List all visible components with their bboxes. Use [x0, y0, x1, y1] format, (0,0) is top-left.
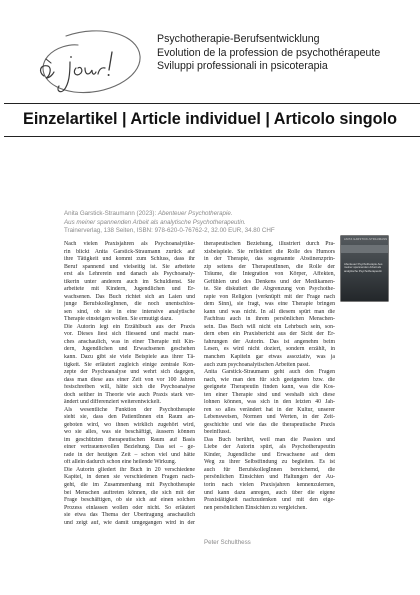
text-line: lohnen können, was sich in den letzten 40 Jah-: [204, 399, 335, 406]
text-line: erst als Lehrerein und danach als Psychoanaly-: [64, 271, 195, 278]
review-column-1: [64, 241, 195, 527]
text-line: torin nach vielen Praxisjahren kennenzulernen,: [204, 482, 335, 488]
text-line: nach, wie man den für sich geeigneten bzw. die: [204, 376, 335, 383]
text-line: kann. Dazu gibt sie viele Beispiele aus ihrer Tä-: [64, 353, 195, 360]
book-citation: [64, 210, 314, 236]
text-line: oft allein dadurch schon eine heilende Wirkung.: [64, 459, 177, 466]
text-line: Liebe der Autorin spürt, als Psychotherapeutin: [204, 444, 335, 451]
text-line: Praxistätigkeit nachzudenken und mit den eige-: [204, 497, 335, 504]
cover-author: ANITA GARSTICK-STRAUMANN: [344, 238, 388, 241]
masthead-line-italian: Sviluppi professionali in psicoterapia: [157, 60, 328, 73]
text-line: Weg zu ihrer Selbstfindung zu begleiten. Es ist: [204, 459, 335, 466]
text-line: Prozess einlassen wollen oder nicht. So erläutert: [64, 504, 195, 511]
text-line: Frage beschäftigen, ob sie sich auf einen solchen: [64, 497, 195, 504]
text-line: Träume, die Integration von Körper, Affekten,: [204, 271, 335, 278]
text-line: Anita Garstick-Straumann geht auch den Fragen: [204, 369, 335, 376]
text-line: Kinder, Jugendliche und Erwachsene auf dem: [204, 451, 335, 458]
bottom-rule: [4, 136, 420, 137]
text-line: tikerin unter anderem auch im Schuldienst. Sie: [64, 278, 195, 285]
text-line: wo sie alles, was sie beschäftigt, äussern können: [64, 429, 195, 436]
text-line: Nach vielen Praxisjahren als Psychoanalytike-: [64, 241, 195, 247]
a-jour-logo: [26, 26, 144, 102]
masthead-line-german: Psychotherapie-Berufsentwicklung: [157, 33, 320, 45]
citation-line-3: Trainerverlag, 138 Seiten, ISBN: 978-620-0-76762-2, 32.00 EUR, 34.80 CHF: [64, 227, 275, 235]
text-line: Lebensweisen, Normen und Werten, in der Zeit-: [204, 414, 335, 421]
text-line: te. Sie diskutiert die Abgrenzung von Psychothe-: [204, 286, 335, 293]
text-line: sie etwa das Thema der Übertragung anschaulich: [64, 512, 195, 519]
text-line: geeignete Therapeutin finden kann, was die Kos-: [204, 384, 335, 391]
text-line: fahrungen der Autorin. Das ist angenehm beim: [204, 338, 335, 345]
citation-title: Abenteuer Psychotherapie.: [157, 210, 233, 217]
citation-line-2: [64, 219, 314, 228]
text-line: geboten wird, wo ihnen wirklich zugehört wird,: [64, 421, 195, 428]
text-line: auch für BerufskollegInnen bereichernd, die: [204, 466, 335, 473]
text-line: nen persönlichen Einsichten zu vergleichen.: [204, 504, 307, 511]
text-line: rade in der heutigen Zeit – schon viel und hätte: [64, 451, 195, 458]
citation-line-1: [64, 210, 314, 219]
cover-title: Abenteuer Psychotherapie Aus meiner spannenden Arbeit als analytische Psychotherapeutin: [344, 262, 383, 273]
text-line: bei Menschen auftreten können, die sich mit der: [64, 489, 195, 496]
text-line: im geschützten therapeutischen Raum auf Basis: [64, 436, 195, 443]
text-line: doch seither in Theorie wie auch Praxis stark ver-: [64, 391, 195, 398]
text-line: tigkeit. Sie erläutert zugleich einige zentrale Kon-: [64, 361, 195, 368]
text-line: rin blickt Anita Garstick-Straumann zurück auf: [64, 248, 195, 255]
text-line: manchen Kapiteln gar etwas assoziativ, was ja: [204, 353, 335, 360]
text-line: dern, Jugendlichen und Erwachsenen geschehen: [64, 346, 195, 353]
text-line: wachsenen. Das Buch richtet sich an Laien und: [64, 293, 195, 300]
text-line: ren so alles verändert hat in der Kultur, unserer: [204, 406, 335, 413]
text-line: kann und was nicht. In all diesem spürt man die: [204, 308, 335, 315]
text-line: festschreiben will, hätte sich die Psychoanalyse: [64, 384, 195, 391]
text-line: ändert und differenziert weiterentwickelt.: [64, 399, 161, 406]
text-line: zepte der Psychoanalyse und wehrt sich dagegen,: [64, 369, 195, 376]
masthead: [157, 33, 407, 74]
masthead-line-french: Evolution de la profession de psychothérapeute: [157, 46, 381, 59]
text-line: Gefühlen und des Denkens und der Medikamen-: [204, 278, 335, 285]
text-line: Therapie einsteigen wollen. Sie ermutigt dazu.: [64, 316, 173, 323]
text-line: geschichte und wie das die therapeutische Praxis: [204, 421, 335, 428]
text-line: ten einer Therapie sind und weshalb sich diese: [204, 391, 335, 398]
page-heading: Einzelartikel | Article individuel | Articolo singolo: [23, 110, 397, 128]
text-line: junge BerufskollegInnen, die noch unentschlos-: [64, 301, 195, 308]
text-line: rapie von Religion (verknüpft mit der Frage nach: [204, 293, 335, 300]
text-line: Als wesentliche Funktion der Psychotherapie: [64, 406, 195, 413]
text-line: dem Sinn), sie fragt, was eine Therapie bringen: [204, 301, 335, 308]
text-line: einer vertrauensvollen Beziehung. Das sei – ge-: [64, 444, 195, 451]
text-line: Fachfrau auch in ihrem persönlichen Menschen-: [204, 316, 335, 323]
text-line: sen sind, ob sie in eine intensive analytische: [64, 308, 195, 315]
text-line: Die Autorin legt ein Erzählbuch aus der Praxis: [64, 323, 195, 330]
text-line: Lesen, es wird nicht doziert, sondern erzählt, in: [204, 346, 335, 353]
book-cover-image: [341, 236, 388, 301]
text-line: persönlichen Einsichten und Haltungen der Au-: [204, 474, 335, 481]
cover-band: [341, 245, 388, 253]
text-line: arbeitete mit Kindern, Jugendlichen und Er-: [64, 286, 195, 293]
text-line: Kapitel, in denen sie verschiedenen Fragen nach-: [64, 474, 195, 481]
text-line: vor. Dieses liest sich fliessend und macht man-: [64, 331, 195, 338]
text-line: zip seitens der TherapeutInnen, die Rolle der: [204, 263, 335, 270]
text-line: xisbeispiele. Sie reflektiert die Rolle des Humors: [204, 248, 335, 255]
text-line: sieht sie, dass den PatientInnen ein Raum an-: [64, 414, 195, 421]
logo-signature-icon: [26, 26, 144, 102]
text-line: Beruf spannend und vielseitig ist. Sie arbeitete: [64, 263, 195, 270]
text-line: und zeigt auf, wie damit umgegangen wird in der: [64, 519, 195, 526]
text-line: therapeutischen Beziehung, illustriert durch Pra-: [204, 241, 335, 247]
review-column-2: [204, 241, 335, 512]
text-line: ihre Tätigkeit und kommt zum Schluss, dass ihr: [64, 256, 195, 263]
text-line: auch zum psychoanalytischen Arbeiten passt.: [204, 361, 310, 368]
text-line: beeinflusst.: [204, 429, 231, 436]
text-line: Das Buch berührt, weil man die Passion und: [204, 436, 335, 443]
citation-author-year: Anita Garstick-Straumann (2023):: [64, 210, 158, 217]
text-line: dass man diese aus einer Zeit von vor 100 Jahren: [64, 376, 195, 383]
review-author: Peter Schulthess: [204, 539, 251, 546]
text-line: dern eben ein Praxisbericht aus der Sicht der Er-: [204, 331, 335, 338]
text-line: sein. Das Buch will nicht ein Lehrbuch sein, son-: [204, 323, 335, 330]
top-rule: [4, 103, 420, 104]
text-line: geht, die im Zusammenhang mit Psychotherapie: [64, 482, 195, 488]
text-line: und kann dazu anregen, auch über die eigene: [204, 489, 335, 496]
text-line: Die Autorin gliedert ihr Buch in 20 verschiedene: [64, 466, 195, 473]
text-line: in der Therapie, das sogenannte Abstinenzprin-: [204, 256, 335, 263]
citation-subtitle: Aus meiner spannenden Arbeit als analytische Psychotherapeutin.: [64, 218, 246, 226]
text-line: ches anschaulich, was in einer Therapie mit Kin-: [64, 338, 195, 345]
